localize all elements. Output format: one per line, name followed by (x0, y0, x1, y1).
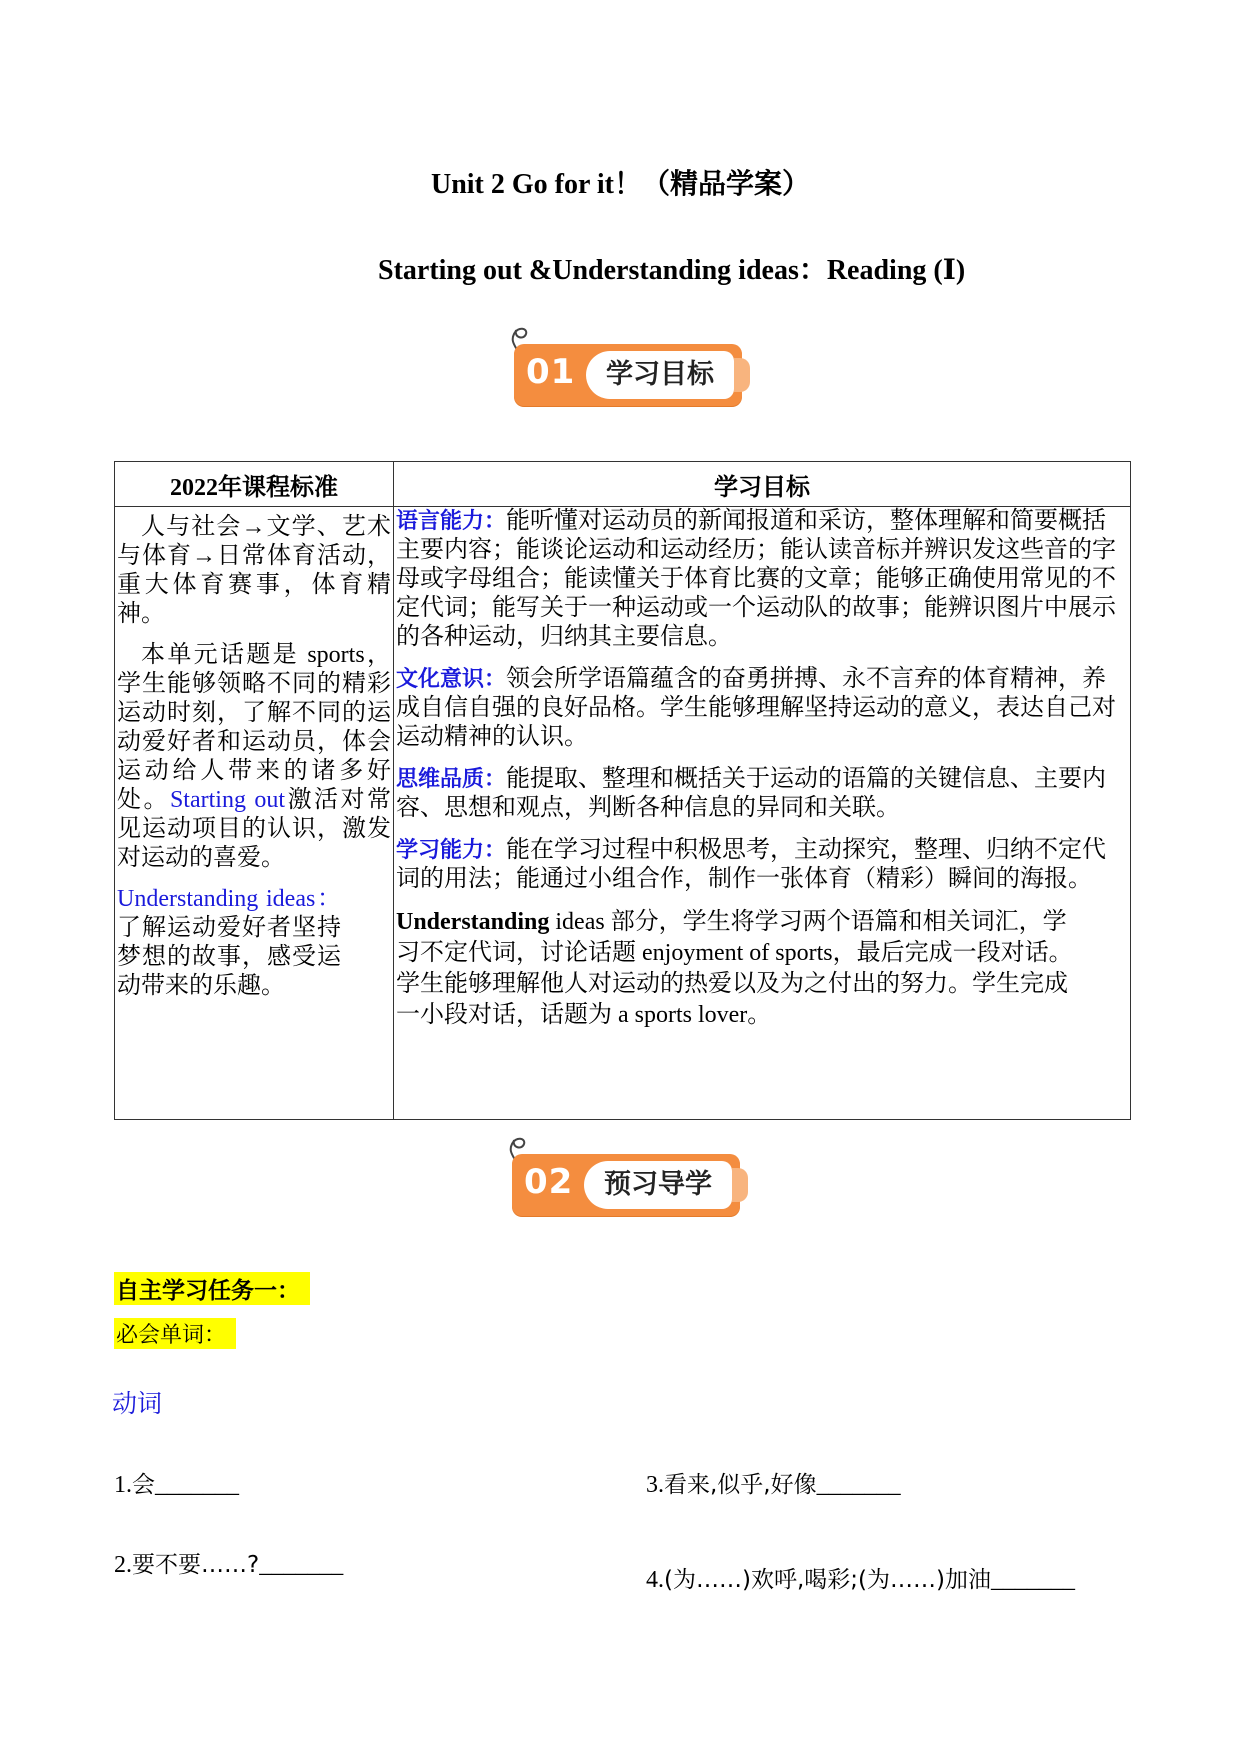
badge-number: 02 (524, 1162, 574, 1202)
task-subtitle: 必会单词： (114, 1318, 236, 1349)
vocab-item: 3.看来,似乎,好像_______ (646, 1472, 901, 1498)
task-title: 自主学习任务一： (114, 1272, 310, 1305)
vocab-item: 1.会_______ (114, 1472, 239, 1498)
standard-paragraph: 本单元话题是 sports，学生能够领略不同的精彩运动时刻，了解不同的运动爱好者和运动员，体会运动给人带来的诸多好处。Starting out激活对常见运动项目的认识，激发对运动的喜爱。 (117, 642, 391, 871)
badge-pill (514, 344, 742, 406)
section-badge-goals (506, 322, 746, 392)
goal-item: 学习能力：能在学习过程中积极思考，主动探究，整理、归纳不定代词的用法；能通过小组合作，制作一张体育（精彩）瞬间的海报。 (396, 837, 1107, 892)
goals-table (114, 461, 1131, 1120)
vocab-item: 4.(为……)欢呼,喝彩;(为……)加油_______ (646, 1567, 1075, 1593)
badge-label: 预习导学 (584, 1161, 732, 1209)
section-badge-preview (504, 1132, 744, 1202)
category-label: 动词 (112, 1389, 163, 1418)
answer-blank[interactable]: _______ (816, 1472, 901, 1498)
badge-number: 01 (526, 352, 576, 392)
highlight-term: Understanding ideas： (117, 886, 341, 912)
goal-label: 文化意识： (396, 667, 507, 692)
standard-paragraph: 人与社会→文学、艺术与体育→日常体育活动，重大体育赛事，体育精神。 (117, 514, 391, 627)
goals-cell (394, 507, 1131, 1120)
goal-item: 语言能力：能听懂对运动员的新闻报道和采访，整体理解和简要概括主要内容；能谈论运动和运动经历；能认读音标并辨识发这些音的字母或字母组合；能读懂关于体育比赛的文章；能够正确使用常见的不定代词；能写关于一种运动或一个运动队的故事；能辨识图片中展示的各种运动，归纳其主要信息。 (396, 508, 1116, 650)
badge-pill (512, 1154, 740, 1216)
goal-label: 思维品质： (396, 767, 507, 792)
table-header-standard: 2022年课程标准 (115, 462, 394, 507)
standard-cell (115, 507, 394, 1120)
goal-label: 学习能力： (396, 838, 507, 863)
highlight-term: Starting out (169, 787, 286, 813)
table-header-goals: 学习目标 (394, 462, 1131, 507)
page-title: Unit 2 Go for it！（精品学案） (430, 169, 811, 200)
badge-label: 学习目标 (586, 351, 734, 399)
answer-blank[interactable]: _______ (155, 1472, 239, 1498)
understanding-summary: Understanding ideas 部分，学生将学习两个语篇和相关词汇，学习不定代词，讨论话题 enjoyment of sports，最后完成一段对话。学生能够理解他人对运动的热爱以及为之付出的努力。学生完成一小段对话，话题为 a sports lover。 (396, 909, 1073, 1028)
page-subtitle: Starting out &Understanding ideas：Reading (Ⅰ) (378, 255, 966, 286)
standard-paragraph: Understanding ideas： 了解运动爱好者坚持梦想的故事，感受运动带来的乐趣。 (117, 886, 341, 999)
vocab-item: 2.要不要……?_______ (114, 1552, 344, 1578)
answer-blank[interactable]: _______ (990, 1567, 1075, 1593)
goal-label: 语言能力： (396, 509, 507, 534)
answer-blank[interactable]: _______ (259, 1552, 344, 1578)
goal-item: 思维品质：能提取、整理和概括关于运动的语篇的关键信息、主要内容、思想和观点，判断各种信息的异同和关联。 (396, 766, 1107, 821)
goal-item: 文化意识：领会所学语篇蕴含的奋勇拼搏、永不言弃的体育精神，养成自信自强的良好品格。学生能够理解坚持运动的意义，表达自己对运动精神的认识。 (396, 666, 1116, 750)
